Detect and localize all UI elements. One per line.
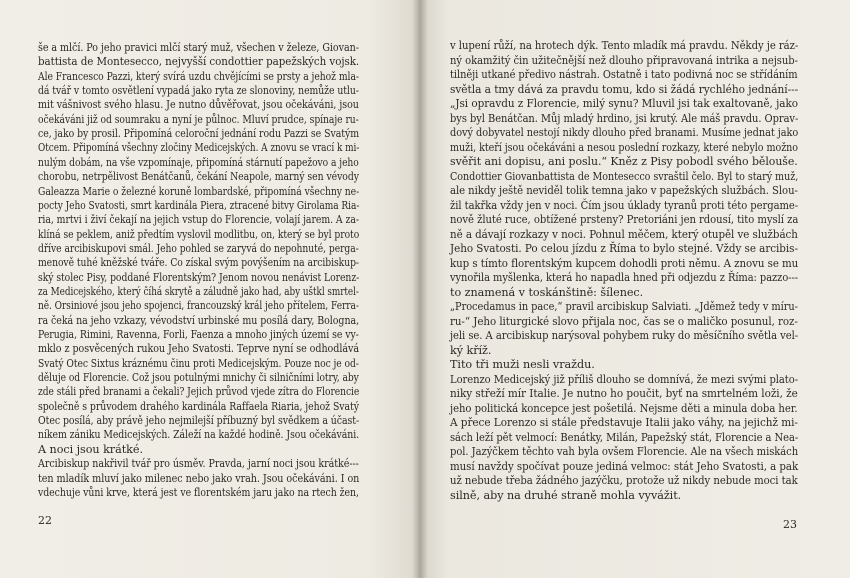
text-line: ně a dávají rozkazy v noci. Pohnul měčem, který otupěl ve službách: [450, 227, 798, 241]
text-line: zde stáli před branami a čekali? Jejich průvod vjede zítra do Florencie: [38, 385, 360, 399]
text-line: kup s tímto florentským kupcem dohodli proti němu. A znovu se mu: [450, 256, 799, 270]
text-line: mklo z posvěcených rukou Jeho Svatosti. Teprve nyní se odhodlává: [38, 342, 360, 356]
text-line: Lorenzo Medicejský již příliš dlouho se domnívá, že mezi svými plato-: [450, 372, 799, 386]
text-line: vdechuje vůni krve, která jest ve florentském jaru jako na rtech žen,: [38, 485, 359, 499]
text-line: Svatý Otec Sixtus kráznému činu proti Medicejským. Pouze noc je od-: [38, 356, 359, 370]
text-line: v lupení růží, na hrotech dýk. Tento mladík má pravdu. Někdy je ráz-: [450, 39, 799, 52]
text-line: ký kříž.: [450, 343, 492, 357]
text-line: očekáváni již od soumraku a nyní je půlnoc. Mluví prudce, spínaje ru-: [38, 112, 359, 126]
text-line: ale nikdy ještě neviděl tolik temna jako v papežských službách. Slou-: [450, 184, 798, 197]
text-line: chorobu, netrpělivost Benátčanů, čekání Neapole, marný sen vévody: [38, 170, 359, 184]
text-line: děluje od Florencie. Což jsou potulnými mnichy či silničními lotry, aby: [38, 371, 359, 385]
text-line: ný okamžitý čin užitečnější než dlouho připravovaná intrika a nejsub-: [450, 53, 798, 67]
text-line: ně. Orsiniové jsou jeho spojenci, francouzský král jeho přítelem, Ferra-: [38, 299, 359, 313]
text-line: A přece Lorenzo si stále představuje Italii jako váhy, na jejichž mi-: [450, 416, 798, 429]
text-line: battista de Montesecco, nejvyšší condottier papežských vojsk.: [38, 55, 360, 69]
text-line: niky střeží mír Italie. Je nutno ho poučit, byť na smrtelném loži, že: [450, 387, 798, 400]
text-line: menově tuhé kněžské tváře. Co získal svým povýšením na arcibiskup-: [38, 256, 359, 270]
text-line: Otec posílá, aby právě jeho nejmilejší příbuzný byl svědkem a účast-: [38, 414, 360, 428]
text-line: jeho politická koncepce jest pošetilá. Nejsme děti a minula doba her.: [450, 401, 798, 415]
text-line: A noci jsou krátké.: [38, 442, 143, 456]
text-line: Galeazza Marie o železné koruně lombardské, připomíná všechny ne-: [38, 184, 360, 198]
text-line: dříve arcibiskupovi smál. Jeho pohled se zaryvá do nepohnuté, perga-: [38, 241, 359, 255]
text-line: svěřit ani dopisu, ani poslu.“ Kněz z Pisy pobodl svého běloušе.: [450, 155, 798, 168]
text-line: silně, aby na druhé straně mohla vyvážit.: [450, 488, 682, 502]
text-line: nulým dobám, na vše vzpomínaje, připomíná stárnutí papežovo a jeho: [38, 155, 359, 169]
text-line: Otcem. Připomíná všechny zločiny Medicejských. A znovu se vrací k mi-: [38, 141, 360, 155]
text-line: še a mlčí. Po jeho pravici mlčí starý muž, všechen v železe, Giovan-: [38, 41, 359, 54]
text-line: Ale Francesco Pazzi, který svírá uzdu chvějícími se prsty a jehož mla-: [38, 69, 359, 83]
text-line: „Jsi opravdu z Florencie, milý synu? Mluvil jsi tak exaltovaně, jako: [450, 97, 798, 110]
text-line: klíná se peklem, aniž předtím vyslovil modlitbu, on, který se byl proto: [38, 227, 360, 241]
text-line: dá tvář v tomto osvětlení vypadá jako ryta ze slonoviny, nemůže utlu-: [38, 84, 359, 98]
text-line: ria, mrtvi i živí čekají na jejich vstup do Florencie, volají jarem. A za-: [38, 213, 359, 227]
text-line: ský stolec Pisy, poddané Florentským? Jenom novou nenávist Lorenz-: [38, 270, 360, 284]
text-line: pocty Jeho Svatosti, smrt kardinála Piera, ztracené bitvy Girolama Ria-: [38, 198, 360, 212]
text-line: ce, jako by prosil. Připomíná celoroční jednání rodu Pazzi se Svatým: [38, 127, 360, 141]
text-line: jeli se. A arcibiskup narýsoval pohybem ruky do měsíčního světla vel-: [450, 329, 799, 342]
text-line: dový dobyvatel nestojí nikdy dlouho před branami. Musíme jednat jako: [450, 126, 799, 139]
text-line: Jeho Svatosti. Po celou jízdu z Říma to bylo stejné. Vždy se arcibis-: [450, 242, 798, 255]
text-line: Arcibiskup nakřivil tvář pro úsměv. Pravda, jarní noci jsou krátké---: [38, 457, 359, 471]
left-page: [0, 0, 419, 578]
text-line: za Medicejského, který číhá skrytě a záludně jako had, aby uštkl smrtel-: [38, 284, 359, 298]
text-line: ten mladík mluví jako milenec nebo jako vrah. Jsou očekáváni. I on: [38, 471, 360, 485]
text-line: světla a tmy dává za pravdu tomu, kdo si žádá rychlého jednání---: [450, 82, 799, 96]
text-line: sách leží pět velmocí: Benátky, Milán, Papežský stát, Florencie a Nea-: [450, 430, 799, 444]
text-line: žil takřka vždy jen v noci. Čím jsou úklady tyranů proti této pergame-: [450, 198, 799, 212]
text-line: pol. Jazýčkem těchto vah byla ovšem Florencie. Ale na všech miskách: [450, 445, 799, 458]
text-line: nově žluté ruce, obtížené prsteny? Pretoriáni jen rdousí, tito myslí za: [450, 213, 799, 226]
text-line: Tito tři muži nesli vraždu.: [450, 358, 595, 371]
text-line: ru-“ Jeho liturgické slovo přijala noc, čas se o maličko posunul, roz-: [450, 314, 798, 328]
text-line: ra čeká na jeho vzkazy, vévodství urbinské mu posílá dary, Bologna,: [38, 313, 360, 327]
text-line: mit vášnivost svého hlasu. Je nutno důvěřovat, jsou očekáváni, jsou: [38, 98, 359, 112]
text-line: bys byl Benátčan. Můj mladý hrdino, jsi krutý. Ale máš pravdu. Oprav-: [450, 111, 799, 125]
text-line: „Procedamus in pace,“ pravil arcibiskup Salviati. „Jděmež tedy v míru-: [450, 300, 798, 313]
left-page-number: 22: [38, 514, 52, 527]
right-page-number: 23: [783, 518, 797, 531]
text-line: už nebude třeba žádného jazýčku, protože už nikdy nebude moci tak: [450, 474, 798, 487]
book-gutter: [412, 0, 428, 578]
text-line: níkem zániku Medicejských. Záleží na každé hodině. Jsou očekáváni.: [38, 428, 360, 442]
text-line: vynořila myšlenka, která ho napadla hned při odjezdu z Říma: pazzo---: [450, 271, 799, 284]
text-line: muži, kteří jsou očekáváni a nesou poslední rozkazy, které nebylo možno: [450, 140, 798, 154]
text-line: Perugia, Rimini, Ravenna, Forli, Faenza a mnoho jiných území se vy-: [38, 328, 359, 341]
text-line: Condottier Giovanbattista de Montesecco svraštil čelo. Byl to starý muž,: [450, 169, 799, 183]
text-line: to znamená v toskánštině: šílenec.: [450, 285, 644, 299]
text-line: společně s průvodem drahého kardinála Raffaela Riaria, jehož Svatý: [38, 399, 359, 413]
text-line: tilněji utkané předivo nástrah. Ostatně i tato podivná noc se střídáním: [450, 68, 798, 81]
text-line: musí navždy spočívat pouze jediná velmoc: stát Jeho Svatosti, a pak: [450, 459, 799, 473]
right-page: [419, 0, 850, 578]
